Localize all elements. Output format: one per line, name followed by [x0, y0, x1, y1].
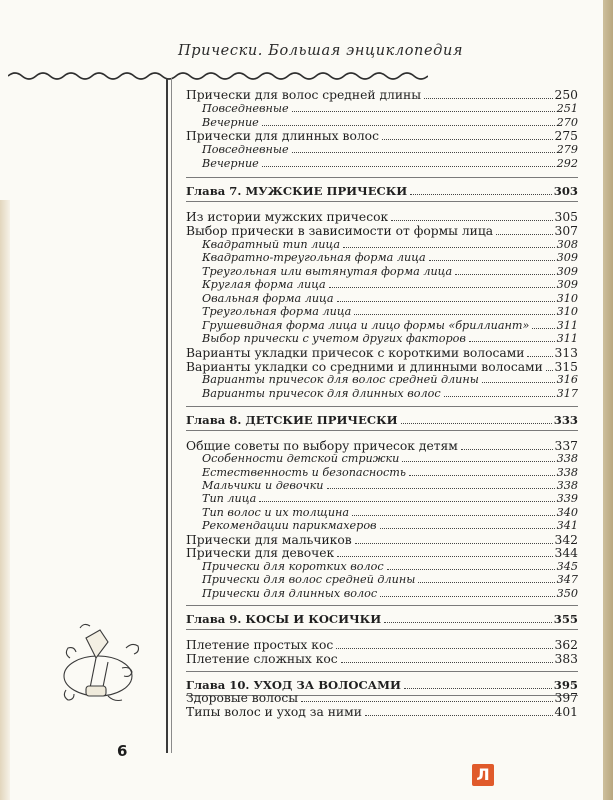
toc-subentry-row — [186, 332, 578, 345]
toc-dot-leader — [482, 381, 555, 383]
toc-page-number: 307 — [554, 224, 578, 238]
toc-dot-leader — [365, 714, 553, 716]
chapter-rule-top — [186, 177, 578, 178]
toc-page-number: 310 — [556, 292, 578, 305]
toc-dot-leader — [532, 327, 554, 329]
toc-dot-leader — [418, 581, 554, 583]
toc-page-number: 313 — [554, 346, 578, 360]
toc-entry-title: Тип лица — [202, 492, 257, 505]
toc-dot-leader — [292, 110, 555, 112]
toc-entry-row — [186, 705, 578, 719]
toc-entry-title: Прически для длинных волос — [202, 587, 378, 600]
margin-rule — [166, 78, 168, 753]
toc-entry-title: Квадратный тип лица — [202, 238, 340, 251]
toc-page-number: 315 — [554, 360, 578, 374]
toc-entry-title: Треугольная или вытянутая форма лица — [202, 265, 453, 278]
toc-page-number: 340 — [556, 506, 578, 519]
toc-page-number: 305 — [554, 210, 578, 224]
toc-entry-title: Выбор прически с учетом других факторов — [202, 332, 466, 345]
toc-entry-title: Типы волос и уход за ними — [186, 705, 362, 719]
chapter-rule-bottom — [186, 629, 578, 630]
page-number: 6 — [117, 742, 128, 760]
toc-entry-title: Из истории мужских причесок — [186, 210, 389, 224]
toc-page-number: 401 — [554, 705, 578, 719]
toc-entry-title: Естественность и безопасность — [202, 466, 406, 479]
toc-page-number: 311 — [556, 332, 578, 345]
toc-page-number: 309 — [556, 265, 578, 278]
toc-dot-leader — [259, 500, 554, 502]
toc-subentry-row — [186, 519, 578, 532]
toc-subentry-row — [186, 560, 578, 573]
toc-dot-leader — [337, 300, 555, 302]
toc-page-number: 270 — [556, 116, 578, 129]
toc-entry-title: Общие советы по выбору причесок детям — [186, 439, 458, 453]
toc-chapter-row — [186, 612, 578, 626]
margin-rule-thin — [171, 78, 172, 753]
labirint-logo-icon: Л — [472, 764, 494, 786]
toc-subentry-row — [186, 452, 578, 465]
toc-dot-leader — [391, 219, 552, 221]
toc-page-number: 395 — [553, 678, 578, 692]
toc-dot-leader — [401, 422, 552, 424]
toc-page-number: 303 — [553, 184, 578, 198]
toc-dot-leader — [424, 97, 553, 99]
toc-dot-leader — [355, 542, 553, 544]
toc-entry-title: Здоровые волосы — [186, 691, 299, 705]
toc-entry-title: Плетение сложных кос — [186, 652, 338, 666]
toc-entry-row — [186, 210, 578, 224]
toc-entry-title: Квадратно-треугольная форма лица — [202, 251, 426, 264]
toc-entry-title: Вечерние — [202, 157, 259, 170]
toc-entry-row — [186, 346, 578, 360]
toc-dot-leader — [337, 555, 552, 557]
toc-entry-title: Грушевидная форма лица и лицо формы «бриллиант» — [202, 319, 530, 332]
toc-subentry-row — [186, 265, 578, 278]
toc-chapter-row — [186, 184, 578, 198]
toc-page-number: 316 — [556, 373, 578, 386]
chapter-rule-top — [186, 605, 578, 606]
toc-page-number: 279 — [556, 143, 578, 156]
toc-page-number: 362 — [554, 638, 578, 652]
toc-entry-title: Выбор прически в зависимости от формы лица — [186, 224, 494, 238]
toc-page-number: 338 — [556, 452, 578, 465]
toc-entry-row — [186, 691, 578, 705]
toc-page-number: 347 — [556, 573, 578, 586]
toc-entry-title: Прически для девочек — [186, 546, 335, 560]
toc-page-number: 317 — [556, 387, 578, 400]
toc-dot-leader — [327, 487, 555, 489]
chapter-rule-bottom — [186, 201, 578, 202]
toc-entry-title: Овальная форма лица — [202, 292, 334, 305]
toc-page-number: 341 — [556, 519, 578, 532]
toc-dot-leader — [404, 687, 552, 689]
toc-subentry-row — [186, 373, 578, 386]
toc-dot-leader — [444, 395, 555, 397]
toc-page-number: 250 — [554, 88, 578, 102]
toc-subentry-row — [186, 573, 578, 586]
toc-dot-leader — [354, 313, 554, 315]
toc-dot-leader — [410, 193, 552, 195]
toc-dot-leader — [469, 340, 555, 342]
toc-subentry-row — [186, 319, 578, 332]
scan-edge — [603, 0, 613, 800]
toc-dot-leader — [384, 621, 552, 623]
toc-page-number: 292 — [556, 157, 578, 170]
hairdryer-illustration — [56, 618, 146, 713]
toc-page-number: 350 — [556, 587, 578, 600]
toc-page-number: 383 — [554, 652, 578, 666]
toc-dot-leader — [352, 514, 555, 516]
toc-entry-title: Глава 10. УХОД ЗА ВОЛОСАМИ — [186, 678, 401, 692]
chapter-rule-bottom — [186, 430, 578, 431]
toc-entry-title: Варианты укладки со средними и длинными волосами — [186, 360, 543, 374]
decorative-wave-border — [8, 68, 428, 84]
toc-subentry-row — [186, 587, 578, 600]
toc-entry-title: Прически для коротких волос — [202, 560, 384, 573]
toc-dot-leader — [382, 138, 553, 140]
toc-dot-leader — [343, 246, 555, 248]
toc-entry-title: Глава 7. МУЖСКИЕ ПРИЧЕСКИ — [186, 184, 408, 198]
toc-dot-leader — [429, 259, 555, 261]
toc-entry-title: Прически для длинных волос — [186, 129, 379, 143]
toc-entry-title: Особенности детской стрижки — [202, 452, 400, 465]
toc-page-number: 338 — [556, 466, 578, 479]
toc-page-number: 339 — [556, 492, 578, 505]
toc-dot-leader — [380, 527, 555, 529]
toc-entry-title: Вечерние — [202, 116, 259, 129]
toc-subentry-row — [186, 479, 578, 492]
toc-subentry-row — [186, 387, 578, 400]
toc-page-number: 337 — [554, 439, 578, 453]
chapter-rule-top — [186, 671, 578, 672]
toc-entry-title: Повседневные — [202, 143, 289, 156]
toc-dot-leader — [402, 460, 554, 462]
toc-entry-title: Прически для волос средней длины — [186, 88, 422, 102]
chapter-rule-top — [186, 406, 578, 407]
toc-page-number: 309 — [556, 251, 578, 264]
toc-subentry-row — [186, 506, 578, 519]
toc-subentry-row — [186, 157, 578, 170]
toc-dot-leader — [461, 448, 553, 450]
toc-subentry-row — [186, 143, 578, 156]
toc-entry-row — [186, 546, 578, 560]
toc-subentry-row — [186, 466, 578, 479]
toc-dot-leader — [341, 661, 553, 663]
toc-page-number: 309 — [556, 278, 578, 291]
toc-entry-row — [186, 224, 578, 238]
toc-subentry-row — [186, 278, 578, 291]
toc-chapter-row — [186, 678, 578, 692]
toc-page-number: 345 — [556, 560, 578, 573]
toc-entry-title: Тип волос и их толщина — [202, 506, 350, 519]
toc-page-number: 344 — [554, 546, 578, 560]
toc-subentry-row — [186, 116, 578, 129]
toc-entry-title: Глава 9. КОСЫ И КОСИЧКИ — [186, 612, 382, 626]
toc-entry-title: Круглая форма лица — [202, 278, 326, 291]
toc-entry-row — [186, 652, 578, 666]
toc-dot-leader — [380, 595, 555, 597]
toc-subentry-row — [186, 102, 578, 115]
toc-entry-row — [186, 360, 578, 374]
toc-page-number: 308 — [556, 238, 578, 251]
toc-entry-title: Треугольная форма лица — [202, 305, 352, 318]
toc-entry-title: Рекомендации парикмахеров — [202, 519, 377, 532]
toc-entry-row — [186, 88, 578, 102]
toc-dot-leader — [262, 124, 555, 126]
toc-dot-leader — [496, 233, 552, 235]
toc-page-number: 275 — [554, 129, 578, 143]
toc-entry-title: Варианты укладки причесок с короткими волосами — [186, 346, 525, 360]
toc-entry-title: Прически для мальчиков — [186, 533, 352, 547]
toc-dot-leader — [546, 369, 553, 371]
toc-page-number: 397 — [554, 691, 578, 705]
toc-entry-title: Глава 8. ДЕТСКИЕ ПРИЧЕСКИ — [186, 413, 398, 427]
toc-subentry-row — [186, 292, 578, 305]
running-header-title: Прически. Большая энциклопедия — [178, 43, 464, 59]
toc-page-number: 333 — [553, 413, 578, 427]
toc-subentry-row — [186, 238, 578, 251]
toc-entry-row — [186, 638, 578, 652]
toc-dot-leader — [455, 273, 555, 275]
toc-dot-leader — [262, 165, 555, 167]
toc-dot-leader — [387, 568, 555, 570]
toc-entry-row — [186, 533, 578, 547]
toc-page-number: 310 — [556, 305, 578, 318]
toc-entry-row — [186, 439, 578, 453]
toc-entry-row — [186, 129, 578, 143]
toc-dot-leader — [409, 474, 555, 476]
toc-page-number: 251 — [556, 102, 578, 115]
toc-entry-title: Варианты причесок для длинных волос — [202, 387, 441, 400]
page-gutter-shade — [0, 200, 10, 800]
toc-dot-leader — [527, 355, 552, 357]
toc-dot-leader — [336, 647, 552, 649]
toc-page-number: 338 — [556, 479, 578, 492]
toc-dot-leader — [301, 700, 552, 702]
toc-entry-title: Повседневные — [202, 102, 289, 115]
toc-entry-title: Плетение простых кос — [186, 638, 334, 652]
toc-page-number: 342 — [554, 533, 578, 547]
toc-subentry-row — [186, 251, 578, 264]
toc-subentry-row — [186, 305, 578, 318]
toc-dot-leader — [292, 151, 555, 153]
toc-subentry-row — [186, 492, 578, 505]
toc-entry-title: Мальчики и девочки — [202, 479, 324, 492]
toc-dot-leader — [329, 286, 555, 288]
toc-page-number: 311 — [556, 319, 578, 332]
toc-entry-title: Прически для волос средней длины — [202, 573, 416, 586]
toc-chapter-row — [186, 413, 578, 427]
toc-entry-title: Варианты причесок для волос средней длины — [202, 373, 479, 386]
toc-page-number: 355 — [553, 612, 578, 626]
